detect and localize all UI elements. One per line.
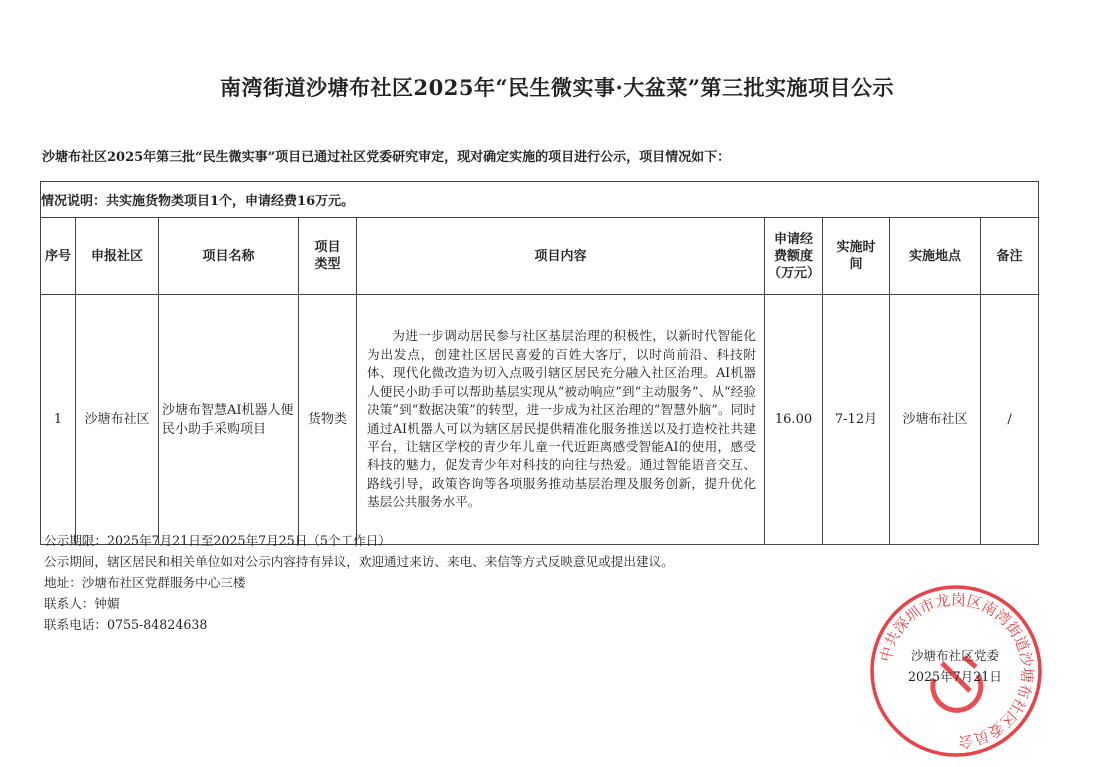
seal-text: 中共深圳市龙岗区南湾街道沙塘布社区委员会 (876, 590, 1037, 752)
header-period: 实施时间 (823, 218, 890, 295)
contact-person: 联系人：钟媚 (44, 596, 120, 611)
header-type: 项目类型 (299, 218, 357, 295)
address: 地址：沙塘布社区党群服务中心三楼 (44, 575, 246, 590)
header-location: 实施地点 (890, 218, 981, 295)
signature-block (908, 645, 1002, 687)
situation-note: 情况说明：共实施货物类项目1个，申请经费16万元。 (41, 182, 1039, 218)
page-title: 南湾街道沙塘布社区2025年“民生微实事·大盆菜”第三批实施项目公示 (220, 75, 894, 100)
objection-notice: 公示期间，辖区居民和相关单位如对公示内容持有异议，欢迎通过来访、来电、来信等方式反映意见或提出建议。 (44, 554, 674, 569)
header-row (41, 218, 1039, 295)
footer-info (44, 530, 674, 635)
cell-budget: 16.00 (765, 295, 823, 545)
header-seq: 序号 (41, 218, 76, 295)
publicity-period: 公示期限：2025年7月21日至2025年7月25日（5个工作日） (44, 533, 391, 548)
header-community: 申报社区 (76, 218, 159, 295)
header-content: 项目内容 (357, 218, 765, 295)
contact-phone: 联系电话：0755-84824638 (44, 617, 208, 632)
cell-location: 沙塘布社区 (890, 295, 981, 545)
cell-community: 沙塘布社区 (76, 295, 159, 545)
cell-period: 7-12月 (823, 295, 890, 545)
signer-org: 沙塘布社区党委 (910, 648, 1000, 663)
header-name: 项目名称 (159, 218, 299, 295)
cell-type: 货物类 (299, 295, 357, 545)
header-budget: 申请经费额度（万元） (765, 218, 823, 295)
cell-seq: 1 (41, 295, 76, 545)
cell-remark: / (981, 295, 1039, 545)
table-row (41, 295, 1039, 545)
header-remark: 备注 (981, 218, 1039, 295)
signer-date: 2025年7月21日 (908, 669, 1002, 684)
project-table (40, 181, 1039, 545)
cell-content: 为进一步调动居民参与社区基层治理的积极性，以新时代智能化为出发点，创建社区居民喜爱的百姓大客厅，以时尚前沿、科技附体、现代化微改造为切入点吸引辖区居民充分融入社区治理。AI机器人便民小助手可以帮助基层实现从“被动响应”到“主动服务”、从“经验决策”到“数据决策”的转型，进一步成为社区治理的”智慧外脑”。同时通过AI机器人可以为辖区居民提供精准化服务推送以及打造校社共建平台，让辖区学校的青少年儿童一代近距离感受智能AI的使用，感受科技的魅力，促发青少年对科技的向往与热爱。通过智能语音交互、路线引导，政策咨询等各项服务推动基层治理及服务创新，提升优化基层公共服务水平。 (357, 295, 765, 545)
note-row (41, 182, 1039, 218)
intro-paragraph: 沙塘布社区2025年第三批“民生微实事”项目已通过社区党委研究审定，现对确定实施的项目进行公示，项目情况如下： (42, 150, 731, 165)
cell-project-name: 沙塘布智慧AI机器人便民小助手采购项目 (159, 295, 299, 545)
